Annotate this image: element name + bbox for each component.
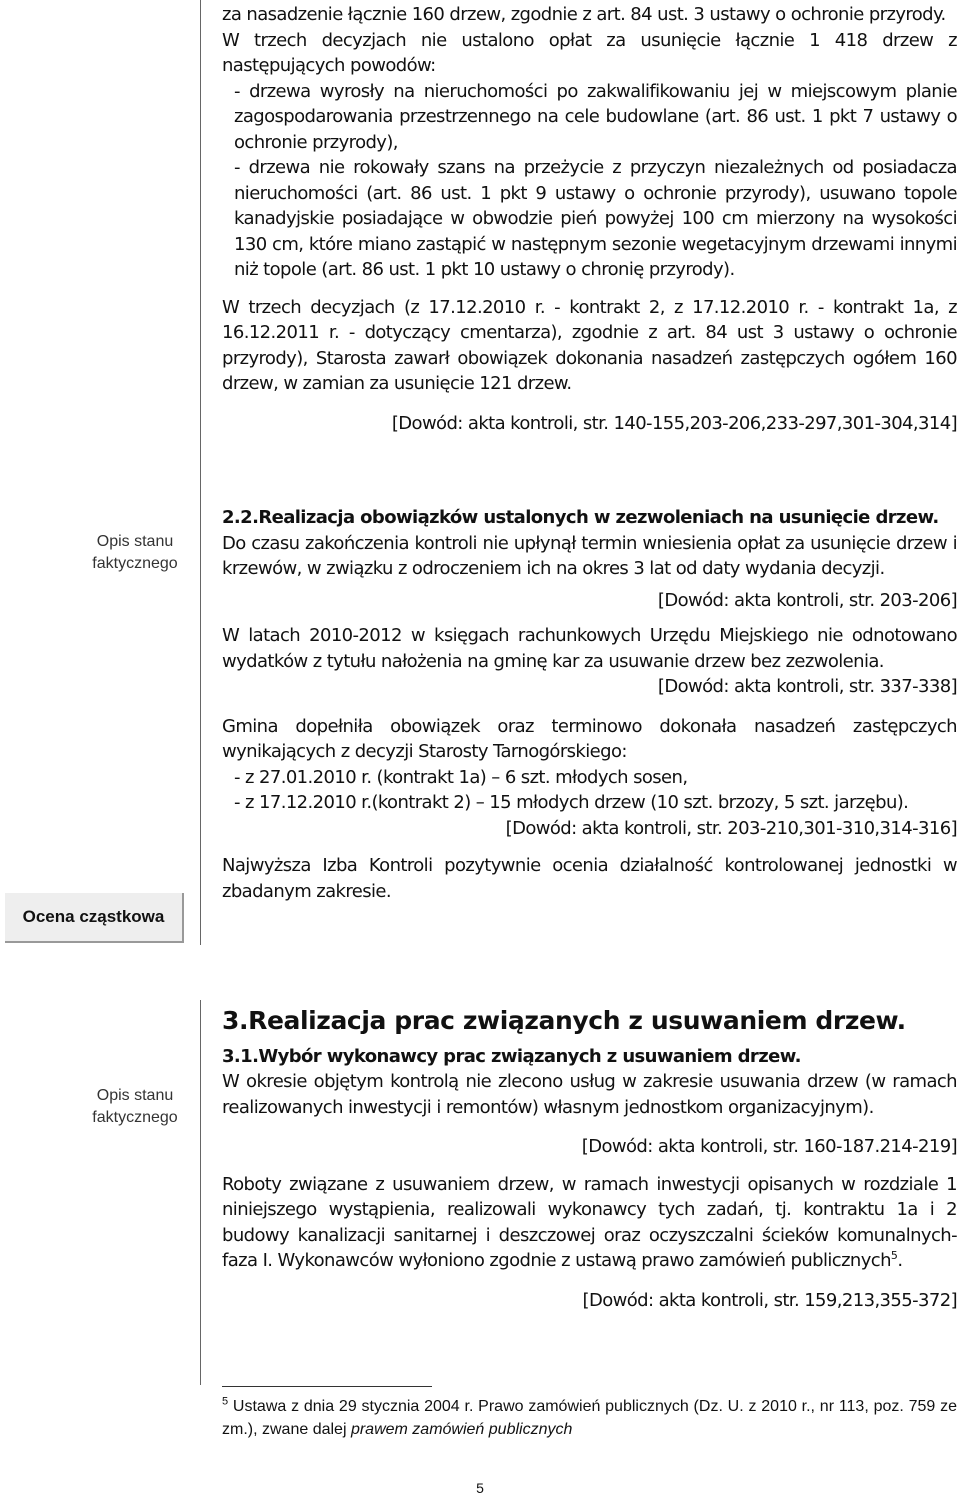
- evidence-reference: [Dowód: akta kontroli, str. 203-206]: [657, 589, 957, 611]
- section-title: 3.Realizacja prac związanych z usuwaniem drzew.: [222, 1006, 906, 1035]
- paragraph: [222, 1172, 957, 1274]
- section-heading: 2.2.Realizacja obowiązków ustalonych w zezwoleniach na usunięcie drzew.: [222, 507, 939, 528]
- column-divider-bottom: [200, 1000, 201, 1385]
- side-label-opis-stanu-1: Opis stanu faktycznego: [92, 533, 178, 572]
- paragraph: Do czasu zakończenia kontroli nie upłynął termin wniesienia opłat za usunięcie drzew i krzewów, w związku z odroczeniem ich na okres 3 lat od daty wydania decyzji.: [222, 532, 957, 579]
- footnote-mark: 5: [222, 1395, 229, 1408]
- evidence-reference: [Dowód: akta kontroli, str. 337-338]: [657, 676, 957, 697]
- list-item: - drzewa nie rokowały szans na przeżycie z przyczyn niezależnych od posiadacza nieruchomości (art. 86 ust. 1 pkt 9 ustawy o ochronie przyrody), usuwano topole kanadyjskie posiadające w obwodzie pień powyżej 100 cm mierzony na wysokości 130 cm, które miano zastąpić w następnym sezonie wegetacyjnym drzewami innymi niż topole (art. 86 ust. 1 pkt 10 ustawy o chronię przyrody).: [234, 157, 957, 280]
- paragraph: W trzech decyzjach nie ustalono opłat za usunięcie łącznie 1 418 drzew z następujących powodów:: [222, 29, 957, 76]
- ocena-czastkowa-label: Ocena cząstkowa: [22, 907, 165, 926]
- list-item: - z 27.01.2010 r. (kontrakt 1a) – 6 szt. młodych sosen,: [234, 766, 688, 788]
- ocena-paragraph: Najwyższa Izba Kontroli pozytywnie ocenia działalność kontrolowanej jednostki w zbadanym zakresie.: [222, 855, 957, 902]
- column-divider-top: [200, 0, 201, 945]
- footnote-reference[interactable]: 5: [890, 1249, 898, 1262]
- paragraph: W okresie objętym kontrolą nie zlecono usług w zakresie usuwania drzew (w ramach realizowanych inwestycji i remontów) własnym jednostkom organizacyjnym).: [222, 1071, 957, 1118]
- paragraph: za nasadzenie łącznie 160 drzew, zgodnie z art. 84 ust. 3 ustawy o ochronie przyrody.: [222, 4, 946, 25]
- list-item: - z 17.12.2010 r.(kontrakt 2) – 15 młodych drzew (10 szt. brzozy, 5 szt. jarzębu).: [234, 792, 909, 813]
- evidence-reference: [Dowód: akta kontroli, str. 203-210,301-310,314-316]: [505, 817, 957, 839]
- footnote: [222, 1395, 957, 1441]
- paragraph: W trzech decyzjach (z 17.12.2010 r. - kontrakt 2, z 17.12.2010 r. - kontrakt 1a, z 16.12.2011 r. - dotyczący cmentarza), zgodnie z art. 84 ust 3 ustawy o ochronie przyrody), Starosta zawarł obowiązek dokonania nasadzeń zastępczych ogółem 160 drzew, w zamian za usunięcie 121 drzew.: [222, 296, 957, 394]
- paragraph-end: .: [897, 1250, 903, 1271]
- paragraph: W latach 2010-2012 w księgach rachunkowych Urzędu Miejskiego nie odnotowano wydatków z tytułu nałożenia na gminę kar za usuwanie drzew bez zezwolenia.: [222, 625, 957, 672]
- subsection-heading: 3.1.Wybór wykonawcy prac związanych z usuwaniem drzew.: [222, 1045, 801, 1067]
- footnote-text: Ustawa z dnia 29 stycznia 2004 r. Prawo zamówień publicznych (Dz. U. z 2010 r., nr 113, poz. 759 ze zm.), zwane dalej: [222, 1398, 957, 1438]
- footnote-separator: [222, 1386, 432, 1387]
- side-label-opis-stanu-2: Opis stanu faktycznego: [92, 1087, 178, 1126]
- section-3: [222, 1008, 957, 1313]
- section-2-2: [222, 505, 957, 904]
- paragraph-text: Roboty związane z usuwaniem drzew, w ramach inwestycji opisanych w rozdziale 1 niniejszego wystąpienia, realizowali wykonawcy tych zadań, tj. kontraktu 1a i 2 budowy kanalizacji sanitarnej i deszczowej oraz oczyszczalni ścieków komunalnych-faza I. Wykonawców wyłoniono zgodnie z ustawą prawo zamówień publicznych: [222, 1173, 957, 1271]
- list-item: - drzewa wyrosły na nieruchomości po zakwalifikowaniu jej w miejscowym planie zagospodarowania przestrzennego na cele budowlane (art. 86 ust. 1 pkt 7 ustawy o ochronie przyrody),: [234, 80, 957, 153]
- evidence-reference: [Dowód: akta kontroli, str. 140-155,203-206,233-297,301-304,314]: [391, 412, 957, 434]
- page-number: 5: [476, 1480, 484, 1496]
- ocena-czastkowa-box: [5, 893, 184, 943]
- footnote-italic: prawem zamówień publicznych: [350, 1421, 573, 1438]
- evidence-reference: [Dowód: akta kontroli, str. 159,213,355-372]: [582, 1289, 957, 1311]
- evidence-reference: [Dowód: akta kontroli, str. 160-187.214-219]: [581, 1136, 957, 1157]
- block-opis-stanu-1: [222, 0, 957, 436]
- paragraph: Gmina dopełniła obowiązek oraz terminowo dokonała nasadzeń zastępczych wynikających z decyzji Starosty Tarnogórskiego:: [222, 715, 957, 762]
